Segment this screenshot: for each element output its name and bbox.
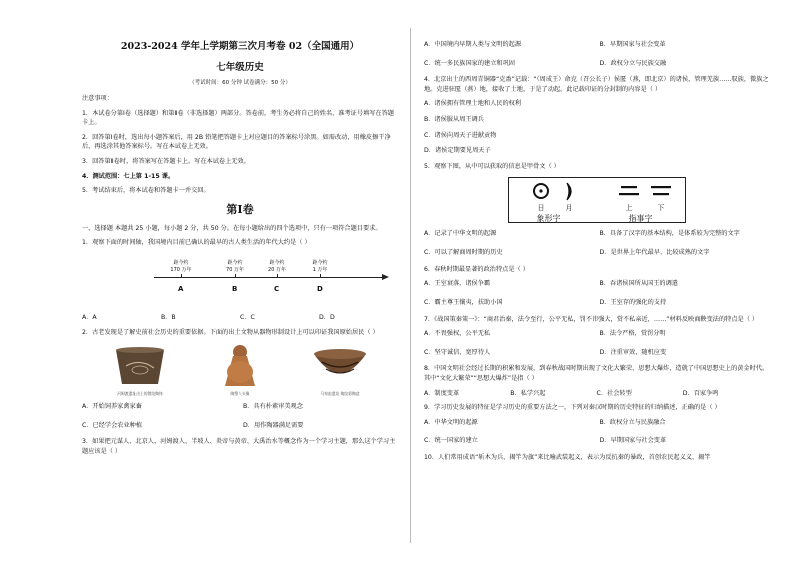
note-item: 2．回答第Ⅰ卷时，选出每小题答案后，用 2B 铅笔把答题卡上对应题目的答案标号涂黑。如需改动，用橡皮擦干净后，再选涂其他答案标号。写在本试卷上无效。	[82, 133, 391, 151]
artifact-head	[199, 342, 281, 397]
option: B．B	[161, 314, 176, 322]
question-4-options	[424, 99, 769, 155]
option: B．法令严格，赏罚分明	[599, 330, 666, 338]
section-title: 第Ⅰ卷	[226, 202, 254, 216]
timeline-letter: A	[178, 285, 184, 294]
option: C．霸主尊王攘夷，扶助小国	[424, 298, 503, 306]
option: A．记录了中华文明的起源	[424, 230, 497, 238]
option: A．开始饲养家禽家畜	[82, 403, 142, 411]
option: A．中华文明的起源	[424, 418, 478, 426]
timeline-label: 距今约 20 万年	[268, 260, 286, 273]
timeline-label: 距今约 170 万年	[170, 260, 192, 273]
timeline-tick	[277, 274, 278, 278]
timeline-label: 距今约 70 万年	[226, 260, 244, 273]
timeline-letter: C	[274, 285, 280, 294]
exam-meta: （考试时间：60 分钟 试卷满分：50 分）	[189, 80, 291, 87]
option: D．政权分立与民族交融	[599, 59, 667, 67]
option: B．诸侯服从周王调兵	[424, 116, 484, 124]
glyph-label: 月	[565, 204, 573, 213]
question-5-stem: 5．观察下图，从中可以获取的信息是甲骨文（ ）	[424, 162, 560, 170]
question-9-stem: 9．学习历史发展的特征是学习历史的重要方法之一，下列对秦汉时期的历史特征的归纳描述，正确的是（ ）	[424, 404, 721, 412]
question-1-options	[82, 313, 398, 323]
artifact-basin	[299, 342, 381, 397]
option: D．用作陶器满足需要	[243, 421, 304, 429]
option: C．已经学会农业种植	[82, 421, 143, 429]
artifact-pig-bowl	[99, 342, 181, 397]
option: B．早期国家与社会变革	[599, 41, 666, 48]
artifact-caption: 陶塑人头像	[230, 391, 250, 397]
option: A．A	[82, 314, 97, 322]
timeline-label: 距今约 1 万年	[312, 260, 328, 273]
option: C．C	[240, 314, 255, 322]
timeline-arrow-icon	[382, 274, 389, 280]
question-6-stem: 6．春秋时期最显著的政治特点是（ ）	[424, 265, 529, 273]
option: C．可以了解商周时期的历史	[424, 249, 503, 257]
question-4-stem: 4．北京出土的西周青铜器“克盉”记载：“（周成王）命克（召公长子）侯匽（燕，即北京）的诸侯，管理羌族……驭族，微族之地。克进驻匽（燕）地，接收了土地，于是了动起。此记载印证的分封制的内容是（ ）	[424, 76, 769, 93]
note-item: 4．测试范围：七上第 1-15 课。	[82, 172, 175, 180]
note-item: 3．回答第Ⅱ卷时，将答案写在答题卡上。写在本试卷上无效。	[82, 158, 250, 165]
column-divider	[410, 28, 411, 543]
timeline-letter: B	[232, 285, 238, 294]
oracle-bone-figure	[508, 177, 686, 223]
option: D．是世界上年代最早、比较成熟的文字	[599, 249, 710, 257]
option: C．坚守诚信，宽厚待人	[424, 348, 491, 356]
timeline-tick	[320, 274, 321, 278]
question-9-options	[424, 418, 769, 446]
option: C．社会转型	[596, 389, 632, 397]
option: B．具有朴素审美观念	[243, 403, 303, 411]
question-5-options	[424, 229, 769, 257]
question-7-stem: 7．《战国策秦策一》：“商君治秦，法令至行，公平无私，罚不讳强大，赏不私亲近，……”材料反映商鞅变法的特点是（ ）	[424, 315, 759, 323]
glyph-caption: 象形字	[536, 214, 561, 224]
notes-heading: 注意事项：	[82, 94, 113, 102]
option: C．诸侯向周天子进献贡物	[424, 131, 497, 139]
timeline-tick	[181, 274, 182, 278]
option: D．早期国家与社会变革	[599, 437, 667, 445]
question-3-stem: 3．如果把元谋人、北京人、河姆渡人、半坡人、炎帝与黄帝、大禹治水等概念作为一个学习主题，那么这个学习主题应该是（ ）	[82, 438, 396, 456]
option: D．王室存的强化的支持	[599, 298, 667, 306]
option: C．统一国家的建立	[424, 437, 478, 445]
timeline-axis	[154, 277, 386, 278]
oracle-glyphs-icon	[509, 180, 687, 204]
exam-subtitle: 七年级历史	[216, 61, 264, 73]
artifact-caption: 河姆渡遗址出土的猪纹陶钵	[117, 391, 163, 397]
painted-basin-image	[310, 342, 370, 390]
option: D．百家争鸣	[682, 389, 719, 397]
question-10-stem: 10．人们常用成语“斩木为兵，揭竿为旗”来比喻武装起义，表示为反抗秦的暴政，首创农民起义义，揭竿	[424, 454, 711, 462]
pottery-bowl-image	[110, 342, 170, 390]
option: A．不畏强权，公平无私	[424, 330, 491, 338]
instructions: 一、选择题 本题共 25 小题，每小题 2 分，共 50 分。在每小题给出的四个选项中，只有一项符合题目要求。	[82, 224, 382, 232]
question-6-options	[424, 279, 769, 307]
timeline-tick	[235, 274, 236, 278]
option: D．注重审效，随机应变	[599, 348, 667, 356]
question-8-options	[424, 389, 769, 399]
exam-title: 2023-2024 学年上学期第三次月考卷 02（全国通用）	[120, 41, 360, 52]
question-1-stem: 1．观察下面的时间轴，我国境内目前已确认的最早的古人类生活的年代大约是（ ）	[82, 239, 311, 247]
option: B．具备了汉字的基本结构，是体系较为完整的文字	[599, 230, 740, 238]
note-item: 1．本试卷分第Ⅰ卷（选择题）和第Ⅱ卷（非选择题）两部分。答卷前，考生务必将自己的姓名、准考证号填写在答题卡上。	[82, 109, 394, 127]
question-2-options	[82, 402, 398, 430]
question-8-stem: 8．中国文明社会经过长期的积累和发展，到春秋战国时期出现了文化大繁荣、思想大爆炸，造就了中国思想史上的黄金时代。其中“文化大繁荣”“思想大爆炸”是指（ ）	[424, 365, 769, 382]
artifact-images	[82, 342, 398, 397]
timeline-letter: D	[317, 285, 323, 294]
glyph-label: 日	[537, 204, 545, 213]
question-7-options	[424, 329, 769, 357]
question-2-stem: 2．古老发现是了解史前社会历史的重要依据。下面的出土文物从器物形制设计上可以印证我国原始居民（ ）	[82, 328, 379, 336]
artifact-caption: 马家窑遗址 陶纹彩陶盆	[320, 391, 360, 397]
question-3-options	[424, 40, 769, 68]
option: A．中国境内早期人类与文明的起源	[424, 41, 522, 48]
timeline-figure	[82, 253, 398, 307]
glyph-label: 上	[625, 204, 633, 213]
option: A．制度变革	[424, 389, 460, 397]
option: A．王室衰落，诸侯争霸	[424, 280, 491, 288]
right-column	[424, 40, 769, 468]
glyph-caption: 指事字	[628, 214, 653, 224]
clay-head-image	[215, 342, 265, 390]
note-item: 5．考试结束后，将本试卷和答题卡一并交回。	[82, 187, 210, 195]
option: C．统一多民族国家的建立和巩固	[424, 59, 515, 67]
option: B．私学兴起	[510, 389, 546, 397]
glyph-label: 下	[657, 204, 665, 213]
option: D．诸侯定期要见周天子	[424, 147, 491, 155]
option: B．政权分立与民族融合	[599, 418, 666, 426]
option: D．D	[319, 314, 335, 322]
option: A．诸侯拥有管理土地和人民的权利	[424, 100, 522, 108]
option: B．吞诸侯国所从国王的调遣	[599, 280, 678, 288]
left-column	[82, 36, 398, 462]
